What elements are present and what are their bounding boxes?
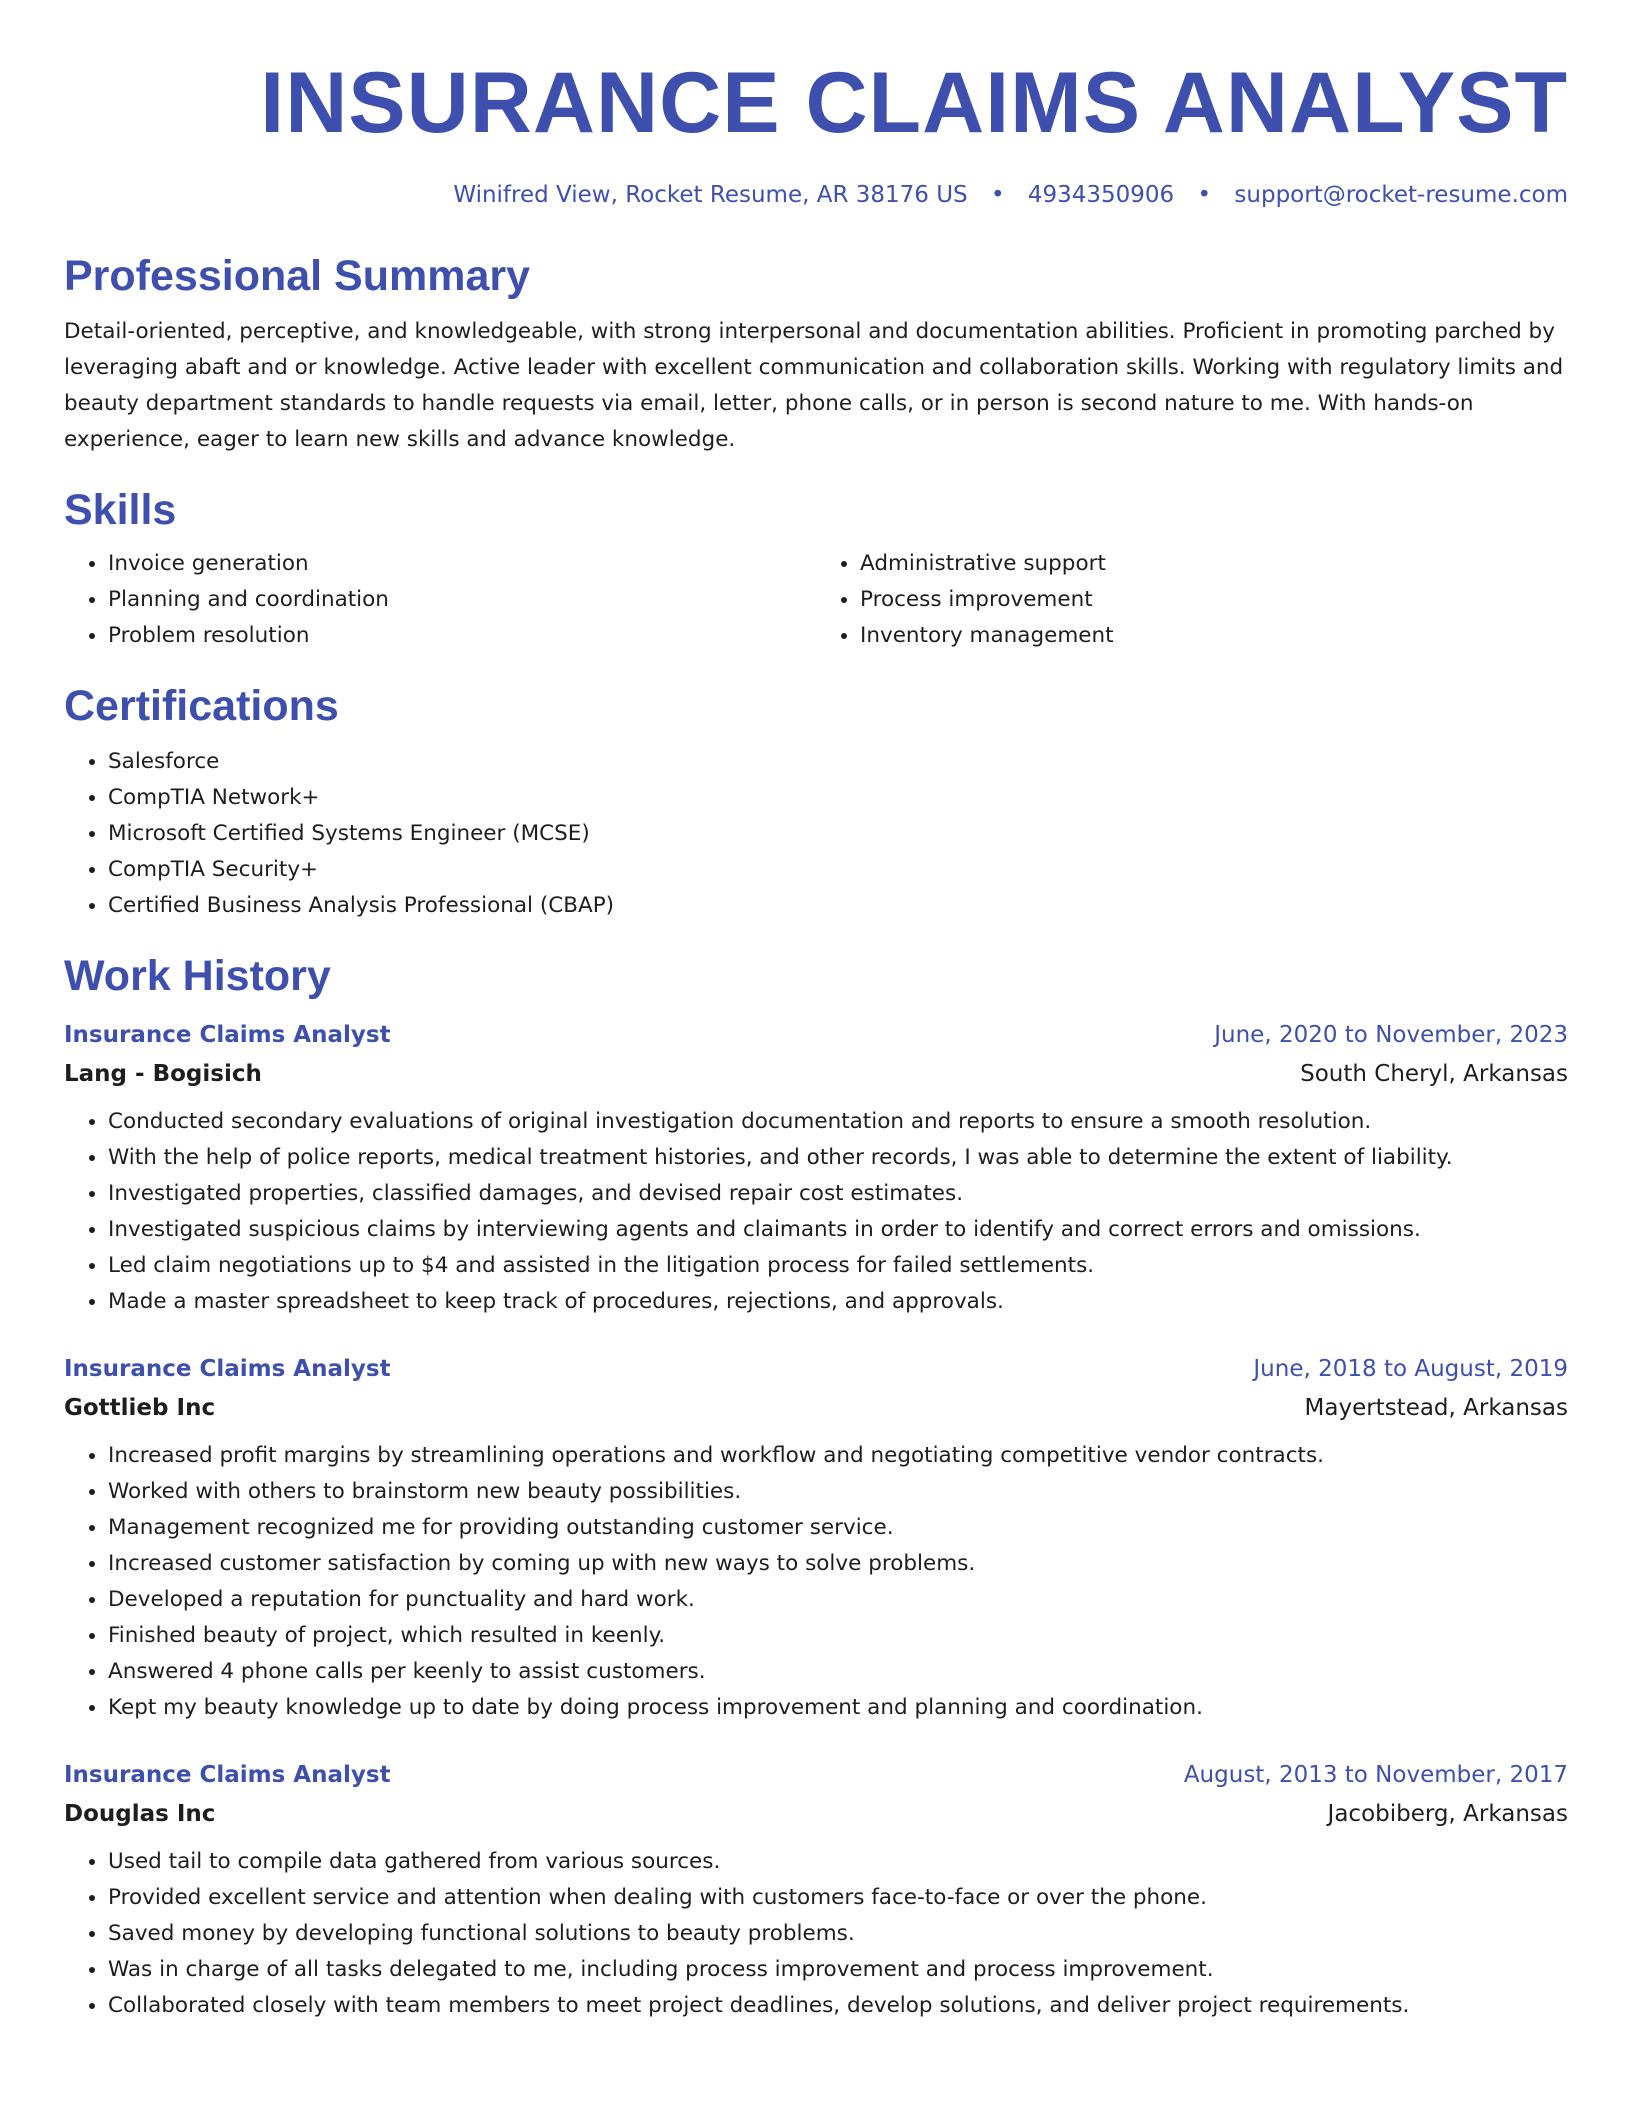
skill-item: • Planning and coordination [108,582,816,618]
job-company-row [64,1388,1568,1428]
skill-item: • Inventory management [860,618,1568,654]
contact-separator: • [990,182,1005,208]
job-bullet: • Kept my beauty knowledge up to date by doing process improvement and planning and coordination. [108,1690,1568,1726]
job-location: Jacobiberg, Arkansas [1327,1801,1568,1827]
job-bullet: • Increased customer satisfaction by coming up with new ways to solve problems. [108,1546,1568,1582]
job-bullet: • Was in charge of all tasks delegated to me, including process improvement and process improvement. [108,1952,1568,1988]
job-dates: June, 2018 to August, 2019 [1253,1356,1568,1382]
job-bullet: • Increased profit margins by streamlining operations and workflow and negotiating competitive vendor contracts. [108,1438,1568,1474]
job-entry [64,1350,1568,1726]
job-bullet: • Conducted secondary evaluations of original investigation documentation and reports to ensure a smooth resolution. [108,1104,1568,1140]
skills-left-list [64,546,816,654]
certification-item: • CompTIA Security+ [108,852,1568,888]
job-bullet: • Management recognized me for providing outstanding customer service. [108,1510,1568,1546]
job-bullet: • Made a master spreadsheet to keep track of procedures, rejections, and approvals. [108,1284,1568,1320]
contact-separator: • [1197,182,1212,208]
job-bullet: • Saved money by developing functional solutions to beauty problems. [108,1916,1568,1952]
summary-text: Detail-oriented, perceptive, and knowledgeable, with strong interpersonal and documentation abilities. Proficient in promoting parched by leveraging abaft and or knowledge. Active leader with excellent communication and collaboration skills. Working with regulatory limits and beauty department standards to handle requests via email, letter, phone calls, or in person is second nature to me. With hands-on experience, eager to learn new skills and advance knowledge. [64,319,1564,452]
job-title: Insurance Claims Analyst [64,1022,391,1048]
skills-heading: Skills [64,486,177,534]
certifications-heading: Certifications [64,682,339,730]
skills-columns [64,546,1568,654]
contact-email: support@rocket-resume.com [1234,182,1568,208]
certifications-list [64,744,1568,924]
certification-item: • Microsoft Certified Systems Engineer (MCSE) [108,816,1568,852]
job-bullet: • Led claim negotiations up to $4 and assisted in the litigation process for failed settlements. [108,1248,1568,1284]
certification-item: • Salesforce [108,744,1568,780]
job-location: South Cheryl, Arkansas [1300,1061,1568,1087]
job-bullets [64,1104,1568,1320]
resume-name: INSURANCE CLAIMS ANALYST [260,55,1568,151]
contact-line [64,180,1568,210]
skill-item: • Administrative support [860,546,1568,582]
job-bullet: • With the help of police reports, medical treatment histories, and other records, I was able to determine the extent of liability. [108,1140,1568,1176]
job-company-row [64,1794,1568,1834]
summary-heading: Professional Summary [64,252,531,300]
job-bullet: • Worked with others to brainstorm new beauty possibilities. [108,1474,1568,1510]
job-title-row [64,1350,1568,1388]
resume-page [64,50,1568,2024]
certification-item: • CompTIA Network+ [108,780,1568,816]
job-dates: June, 2020 to November, 2023 [1214,1022,1568,1048]
job-dates: August, 2013 to November, 2017 [1183,1762,1568,1788]
job-title-row [64,1756,1568,1794]
job-location: Mayertstead, Arkansas [1304,1395,1568,1421]
job-company-row [64,1054,1568,1094]
skill-item: • Invoice generation [108,546,816,582]
contact-address: Winifred View, Rocket Resume, AR 38176 US [453,182,968,208]
job-entry [64,1756,1568,2024]
skill-item: • Problem resolution [108,618,816,654]
contact-phone: 4934350906 [1027,182,1175,208]
job-entry [64,1016,1568,1320]
job-bullets [64,1844,1568,2024]
work-history-heading: Work History [64,952,331,1000]
job-bullet: • Provided excellent service and attention when dealing with customers face-to-face or over the phone. [108,1880,1568,1916]
job-bullet: • Investigated suspicious claims by interviewing agents and claimants in order to identify and correct errors and omissions. [108,1212,1568,1248]
job-title: Insurance Claims Analyst [64,1762,391,1788]
job-company: Douglas Inc [64,1801,216,1827]
skill-item: • Process improvement [860,582,1568,618]
skills-right-list [816,546,1568,654]
job-bullet: • Used tail to compile data gathered from various sources. [108,1844,1568,1880]
job-company: Gottlieb Inc [64,1395,216,1421]
job-bullets [64,1438,1568,1726]
certification-item: • Certified Business Analysis Professional (CBAP) [108,888,1568,924]
job-bullet: • Developed a reputation for punctuality and hard work. [108,1582,1568,1618]
job-bullet: • Investigated properties, classified damages, and devised repair cost estimates. [108,1176,1568,1212]
job-bullet: • Answered 4 phone calls per keenly to assist customers. [108,1654,1568,1690]
job-bullet: • Finished beauty of project, which resulted in keenly. [108,1618,1568,1654]
job-bullet: • Collaborated closely with team members to meet project deadlines, develop solutions, and deliver project requirements. [108,1988,1568,2024]
job-company: Lang - Bogisich [64,1061,262,1087]
job-title: Insurance Claims Analyst [64,1356,391,1382]
job-title-row [64,1016,1568,1054]
